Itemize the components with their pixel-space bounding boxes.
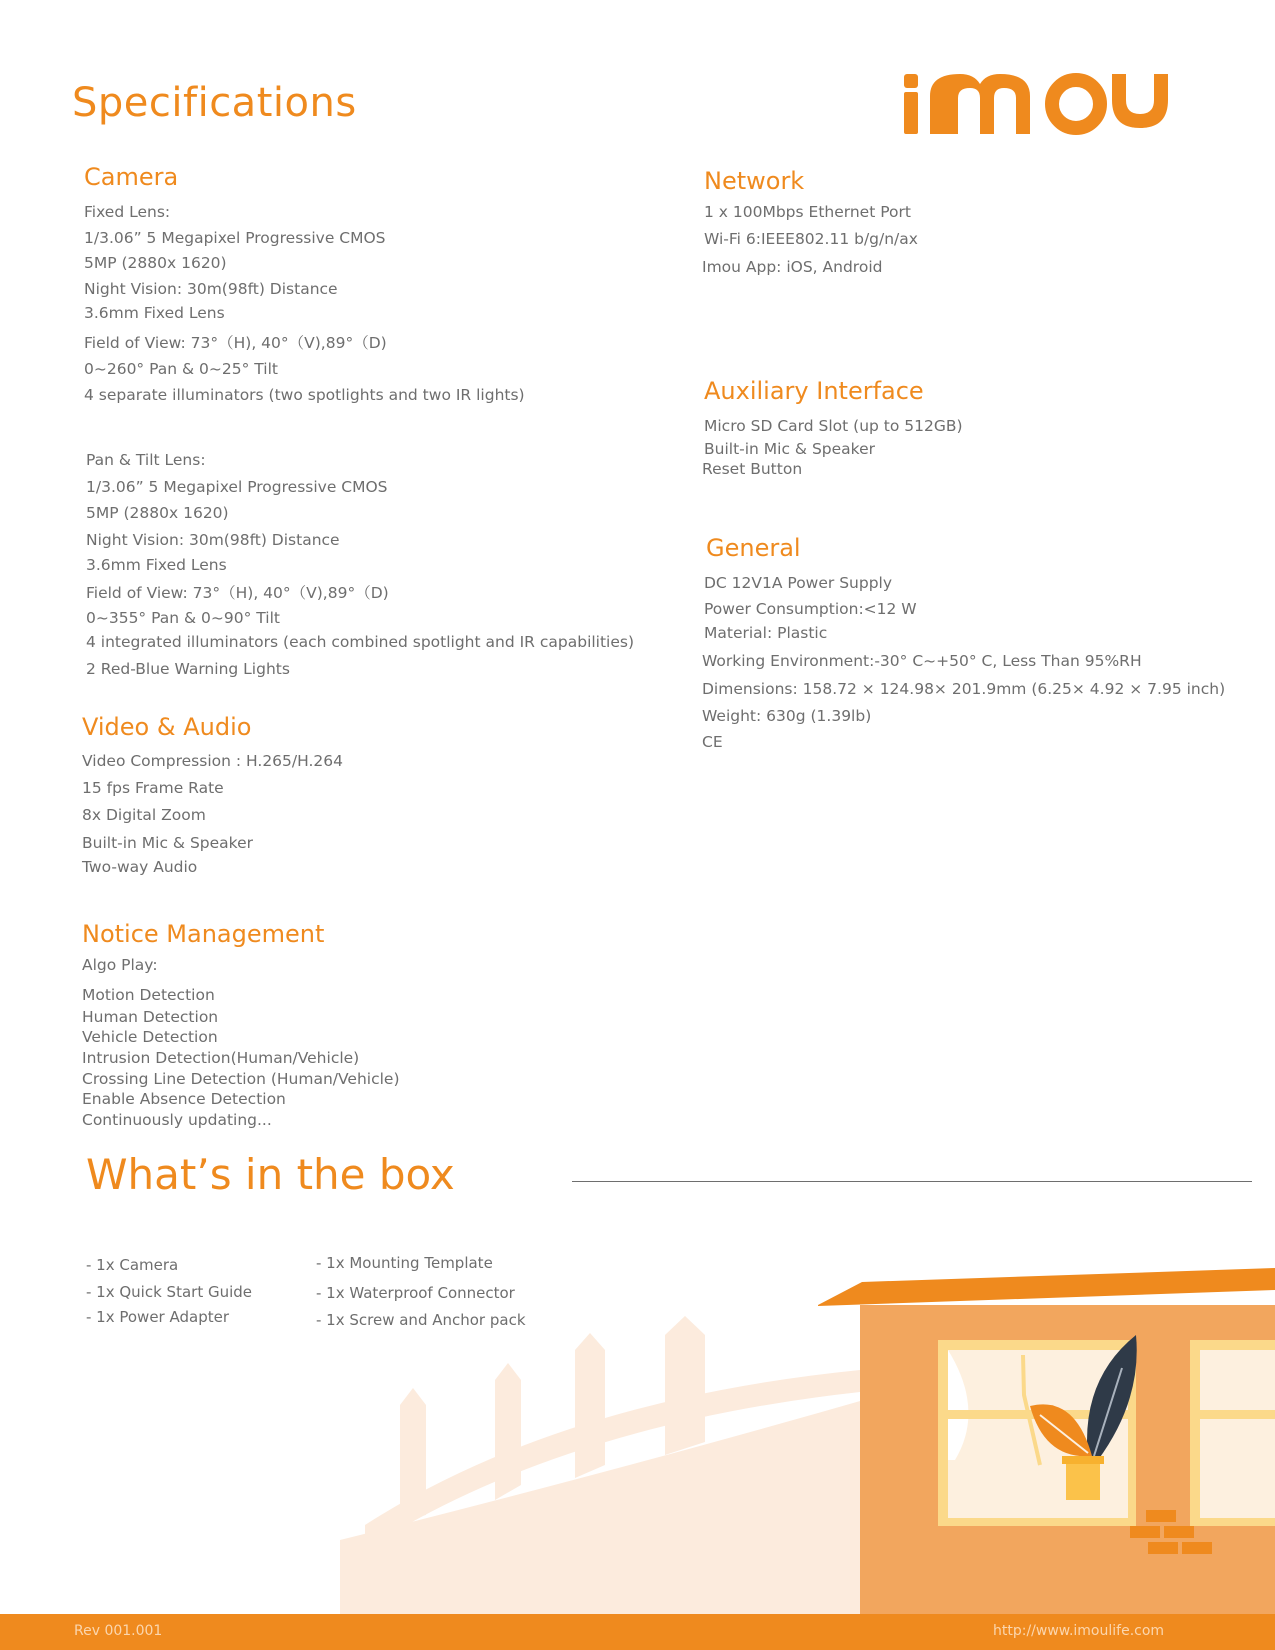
list-item: Reset Button bbox=[702, 460, 803, 478]
list-item: Human Detection bbox=[82, 1008, 219, 1026]
list-item: Dimensions: 158.72 × 124.98× 201.9mm (6.25× 4.92 × 7.95 inch) bbox=[702, 680, 1226, 698]
list-item: 1/3.06” 5 Megapixel Progressive CMOS bbox=[86, 478, 388, 496]
list-item: Night Vision: 30m(98ft) Distance bbox=[86, 531, 340, 549]
list-item: Power Consumption:<12 W bbox=[704, 600, 917, 618]
list-item: Motion Detection bbox=[82, 986, 215, 1004]
list-item: Enable Absence Detection bbox=[82, 1090, 286, 1108]
list-item: Material: Plastic bbox=[704, 624, 828, 642]
list-item: - 1x Screw and Anchor pack bbox=[316, 1311, 526, 1329]
website-link[interactable]: http://www.imoulife.com bbox=[993, 1623, 1165, 1639]
list-item: Intrusion Detection(Human/Vehicle) bbox=[82, 1049, 360, 1067]
list-item: 3.6mm Fixed Lens bbox=[86, 556, 227, 574]
list-item: Vehicle Detection bbox=[82, 1028, 218, 1046]
list-item: Fixed Lens: bbox=[84, 203, 171, 221]
list-item: - 1x Quick Start Guide bbox=[86, 1283, 253, 1301]
network-heading: Network bbox=[704, 167, 805, 195]
list-item: Crossing Line Detection (Human/Vehicle) bbox=[82, 1070, 400, 1088]
list-item: Built-in Mic & Speaker bbox=[704, 440, 875, 458]
list-item: 15 fps Frame Rate bbox=[82, 779, 224, 797]
list-item: Night Vision: 30m(98ft) Distance bbox=[84, 280, 338, 298]
divider-line bbox=[572, 1181, 1252, 1182]
imou-logo bbox=[900, 66, 1174, 136]
house-illustration bbox=[0, 1220, 1275, 1615]
list-item: DC 12V1A Power Supply bbox=[704, 574, 893, 592]
list-item: - 1x Waterproof Connector bbox=[316, 1284, 515, 1302]
list-item: Working Environment:-30° C~+50° C, Less Than 95%RH bbox=[702, 652, 1142, 670]
list-item: Two-way Audio bbox=[82, 858, 198, 876]
list-item: Pan & Tilt Lens: bbox=[86, 451, 206, 469]
list-item: Video Compression : H.265/H.264 bbox=[82, 752, 344, 770]
list-item: 0~260° Pan & 0~25° Tilt bbox=[84, 360, 278, 378]
general-heading: General bbox=[706, 534, 801, 562]
list-item: Micro SD Card Slot (up to 512GB) bbox=[704, 417, 963, 435]
list-item: 2 Red-Blue Warning Lights bbox=[86, 660, 290, 678]
list-item: 4 separate illuminators (two spotlights and two IR lights) bbox=[84, 386, 525, 404]
list-item: Field of View: 73°（H), 40°（V),89°（D) bbox=[84, 334, 387, 352]
list-item: Continuously updating... bbox=[82, 1111, 272, 1129]
list-item: Built-in Mic & Speaker bbox=[82, 834, 253, 852]
notice-heading: Notice Management bbox=[82, 920, 325, 948]
footer-bar bbox=[0, 1614, 1275, 1650]
list-item: 1 x 100Mbps Ethernet Port bbox=[704, 203, 911, 221]
auxiliary-heading: Auxiliary Interface bbox=[704, 377, 924, 405]
video-audio-heading: Video & Audio bbox=[82, 713, 252, 741]
list-item: 8x Digital Zoom bbox=[82, 806, 206, 824]
list-item: 5MP (2880x 1620) bbox=[86, 504, 229, 522]
camera-heading: Camera bbox=[84, 163, 179, 191]
page-title: Specifications bbox=[72, 80, 357, 126]
list-item: Wi-Fi 6:IEEE802.11 b/g/n/ax bbox=[704, 230, 918, 248]
whats-in-the-box-heading: What’s in the box bbox=[86, 1150, 455, 1199]
list-item: Field of View: 73°（H), 40°（V),89°（D) bbox=[86, 584, 389, 602]
list-item: 3.6mm Fixed Lens bbox=[84, 304, 225, 322]
list-item: - 1x Power Adapter bbox=[86, 1308, 229, 1326]
list-item: 4 integrated illuminators (each combined spotlight and IR capabilities) bbox=[86, 633, 635, 651]
list-item: - 1x Mounting Template bbox=[316, 1254, 493, 1272]
list-item: - 1x Camera bbox=[86, 1256, 179, 1274]
list-item: CE bbox=[702, 733, 723, 751]
list-item: 0~355° Pan & 0~90° Tilt bbox=[86, 609, 280, 627]
list-item: 1/3.06” 5 Megapixel Progressive CMOS bbox=[84, 229, 386, 247]
list-item: Weight: 630g (1.39lb) bbox=[702, 707, 872, 725]
list-item: Imou App: iOS, Android bbox=[702, 258, 883, 276]
revision-label: Rev 001.001 bbox=[74, 1623, 163, 1639]
list-item: 5MP (2880x 1620) bbox=[84, 254, 227, 272]
list-item: Algo Play: bbox=[82, 956, 158, 974]
